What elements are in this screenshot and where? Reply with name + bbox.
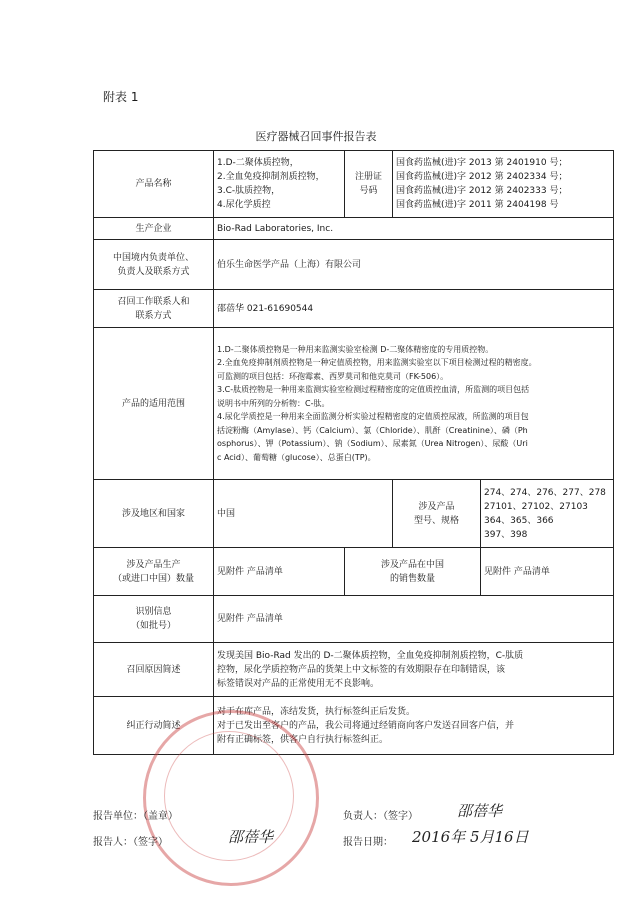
label-line: 的销售数量 — [389, 573, 435, 584]
product-item: 2.全血免疫抑制剂质控物， — [217, 172, 325, 182]
registration-number: 国食药监械(进)字 2011 第 2404198 号 — [396, 200, 559, 210]
label-line: （如批号） — [130, 621, 176, 631]
scope-line: 括淀粉酶（Amylase）、钙（Calcium）、氯（Chloride）、肌酐（Creatinine）、磷（Ph — [217, 425, 528, 435]
reason-line: 标签错误对产品的正常使用无不良影响。 — [217, 678, 380, 689]
scope-line: 3.C-肽质控物是一种用来监测实验室检测过程精密度的定值质控血清，所监测的项目包括 — [217, 385, 530, 395]
reporter-signature: 邵蓓华 — [228, 828, 274, 846]
quantity-label — [94, 548, 214, 596]
report-unit-label: 报告单位：（盖章） — [93, 811, 178, 822]
identification-label — [94, 596, 214, 643]
label-line: 联系方式 — [135, 310, 172, 321]
label-line: 涉及产品生产 — [126, 559, 181, 570]
label-line: 中国境内负责单位、 — [112, 252, 194, 263]
registration-numbers — [393, 151, 614, 218]
reason-label: 召回原因简述 — [94, 643, 214, 697]
models-label — [393, 480, 481, 548]
models-value — [481, 480, 614, 548]
label-line: 识别信息 — [135, 607, 172, 617]
report-date-label: 报告日期： — [343, 837, 393, 848]
scope-line: 4.尿化学质控是一种用来全面监测分析实验过程精密度的定值质控尿液，所监测的项目包 — [217, 412, 529, 422]
label-line: 涉及产品在中国 — [380, 559, 444, 570]
report-date-value: 2016年 5月16日 — [412, 828, 529, 846]
model-line: 27101、27102、27103 — [484, 501, 588, 512]
manufacturer-label: 生产企业 — [94, 218, 214, 240]
label-line: 负责人及联系方式 — [117, 266, 190, 277]
scope-line: 说明书中所列的分析物：C-肽。 — [217, 398, 330, 408]
product-item: 3.C-肽质控物， — [217, 186, 281, 196]
product-name-values — [214, 151, 345, 218]
row-reason — [94, 643, 614, 697]
scope-text — [214, 328, 614, 480]
manufacturer-value: Bio-Rad Laboratories, Inc. — [214, 218, 614, 240]
region-value: 中国 — [214, 480, 393, 548]
quantity-value: 见附件 产品清单 — [214, 548, 345, 596]
responsible-person-label: 负责人：（签字） — [343, 811, 418, 822]
reason-text — [214, 643, 614, 697]
label-line: （或进口中国）数量 — [112, 573, 194, 584]
reporter-label: 报告人：（签字） — [93, 837, 168, 848]
scope-line: c Acid）、葡萄糖（glucose）、总蛋白(TP)。 — [217, 452, 376, 462]
label-line: 涉及产品 — [418, 501, 455, 512]
registration-label — [345, 151, 393, 218]
registration-number: 国食药监械(进)字 2012 第 2402333 号； — [396, 186, 568, 196]
row-identification — [94, 596, 614, 643]
recall-contact-value: 邵蓓华 021-61690544 — [214, 290, 614, 328]
registration-number: 国食药监械(进)字 2012 第 2402334 号； — [396, 172, 568, 182]
model-line: 397、398 — [484, 529, 528, 540]
reason-line: 发现美国 Bio-Rad 发出的 D-二聚体质控物，全血免疫抑制剂质控物，C-肽质 — [217, 650, 524, 661]
scope-line: 可监测的项目包括：环孢霉素、西罗莫司和他克莫司（FK-506）。 — [217, 371, 449, 381]
scope-line: 2.全血免疫抑制剂质控物是一种定值质控物，用来监测实验室以下项目检测过程的精密度。 — [217, 358, 537, 368]
row-quantity — [94, 548, 614, 596]
product-item: 4.尿化学质控 — [217, 200, 271, 210]
recall-report-table — [93, 150, 614, 755]
row-action — [94, 697, 614, 755]
responsible-person-signature: 邵蓓华 — [457, 802, 503, 820]
action-line: 对于在库产品，冻结发货，执行标签纠正后发货。 — [217, 706, 416, 717]
scope-line: osphorus）、钾（Potassium）、钠（Sodium）、尿素氮（Urea Nitrogen）、尿酸（Uri — [217, 439, 528, 449]
action-line: 对于已发出至客户的产品，我公司将通过经销商向客户发送召回客户信，并 — [217, 720, 515, 731]
row-manufacturer — [94, 218, 614, 240]
scope-line: 1.D-二聚体质控物是一种用来监测实验室检测 D-二聚体精密度的专用质控物。 — [217, 344, 494, 354]
row-region — [94, 480, 614, 548]
row-china-responsible — [94, 240, 614, 290]
product-name-label: 产品名称 — [94, 151, 214, 218]
region-label: 涉及地区和国家 — [94, 480, 214, 548]
scope-label: 产品的适用范围 — [94, 328, 214, 480]
label-line: 型号、规格 — [413, 515, 459, 526]
row-scope — [94, 328, 614, 480]
label-line: 召回工作联系人和 — [117, 296, 190, 307]
product-item: 1.D-二聚体质控物， — [217, 158, 299, 168]
attachment-label: 附表 1 — [103, 90, 139, 104]
sales-label — [345, 548, 481, 596]
china-responsible-value: 伯乐生命医学产品（上海）有限公司 — [214, 240, 614, 290]
recall-contact-label — [94, 290, 214, 328]
reason-line: 控物，尿化学质控物产品的货架上中文标签的有效期限存在印制错误，该 — [217, 664, 506, 675]
registration-label-line: 注册证 — [354, 172, 382, 182]
action-text — [214, 697, 614, 755]
model-line: 274、274、276、277、278 — [484, 487, 606, 498]
identification-value: 见附件 产品清单 — [214, 596, 614, 643]
action-line: 附有正确标签，供客户自行执行标签纠正。 — [217, 734, 389, 745]
sales-value: 见附件 产品清单 — [481, 548, 614, 596]
row-recall-contact — [94, 290, 614, 328]
action-label: 纠正行动简述 — [94, 697, 214, 755]
row-product-name — [94, 151, 614, 218]
registration-label-line: 号码 — [359, 186, 378, 196]
model-line: 364、365、366 — [484, 515, 554, 526]
registration-number: 国食药监械(进)字 2013 第 2401910 号； — [396, 158, 568, 168]
china-responsible-label — [94, 240, 214, 290]
form-title: 医疗器械召回事件报告表 — [255, 130, 377, 143]
